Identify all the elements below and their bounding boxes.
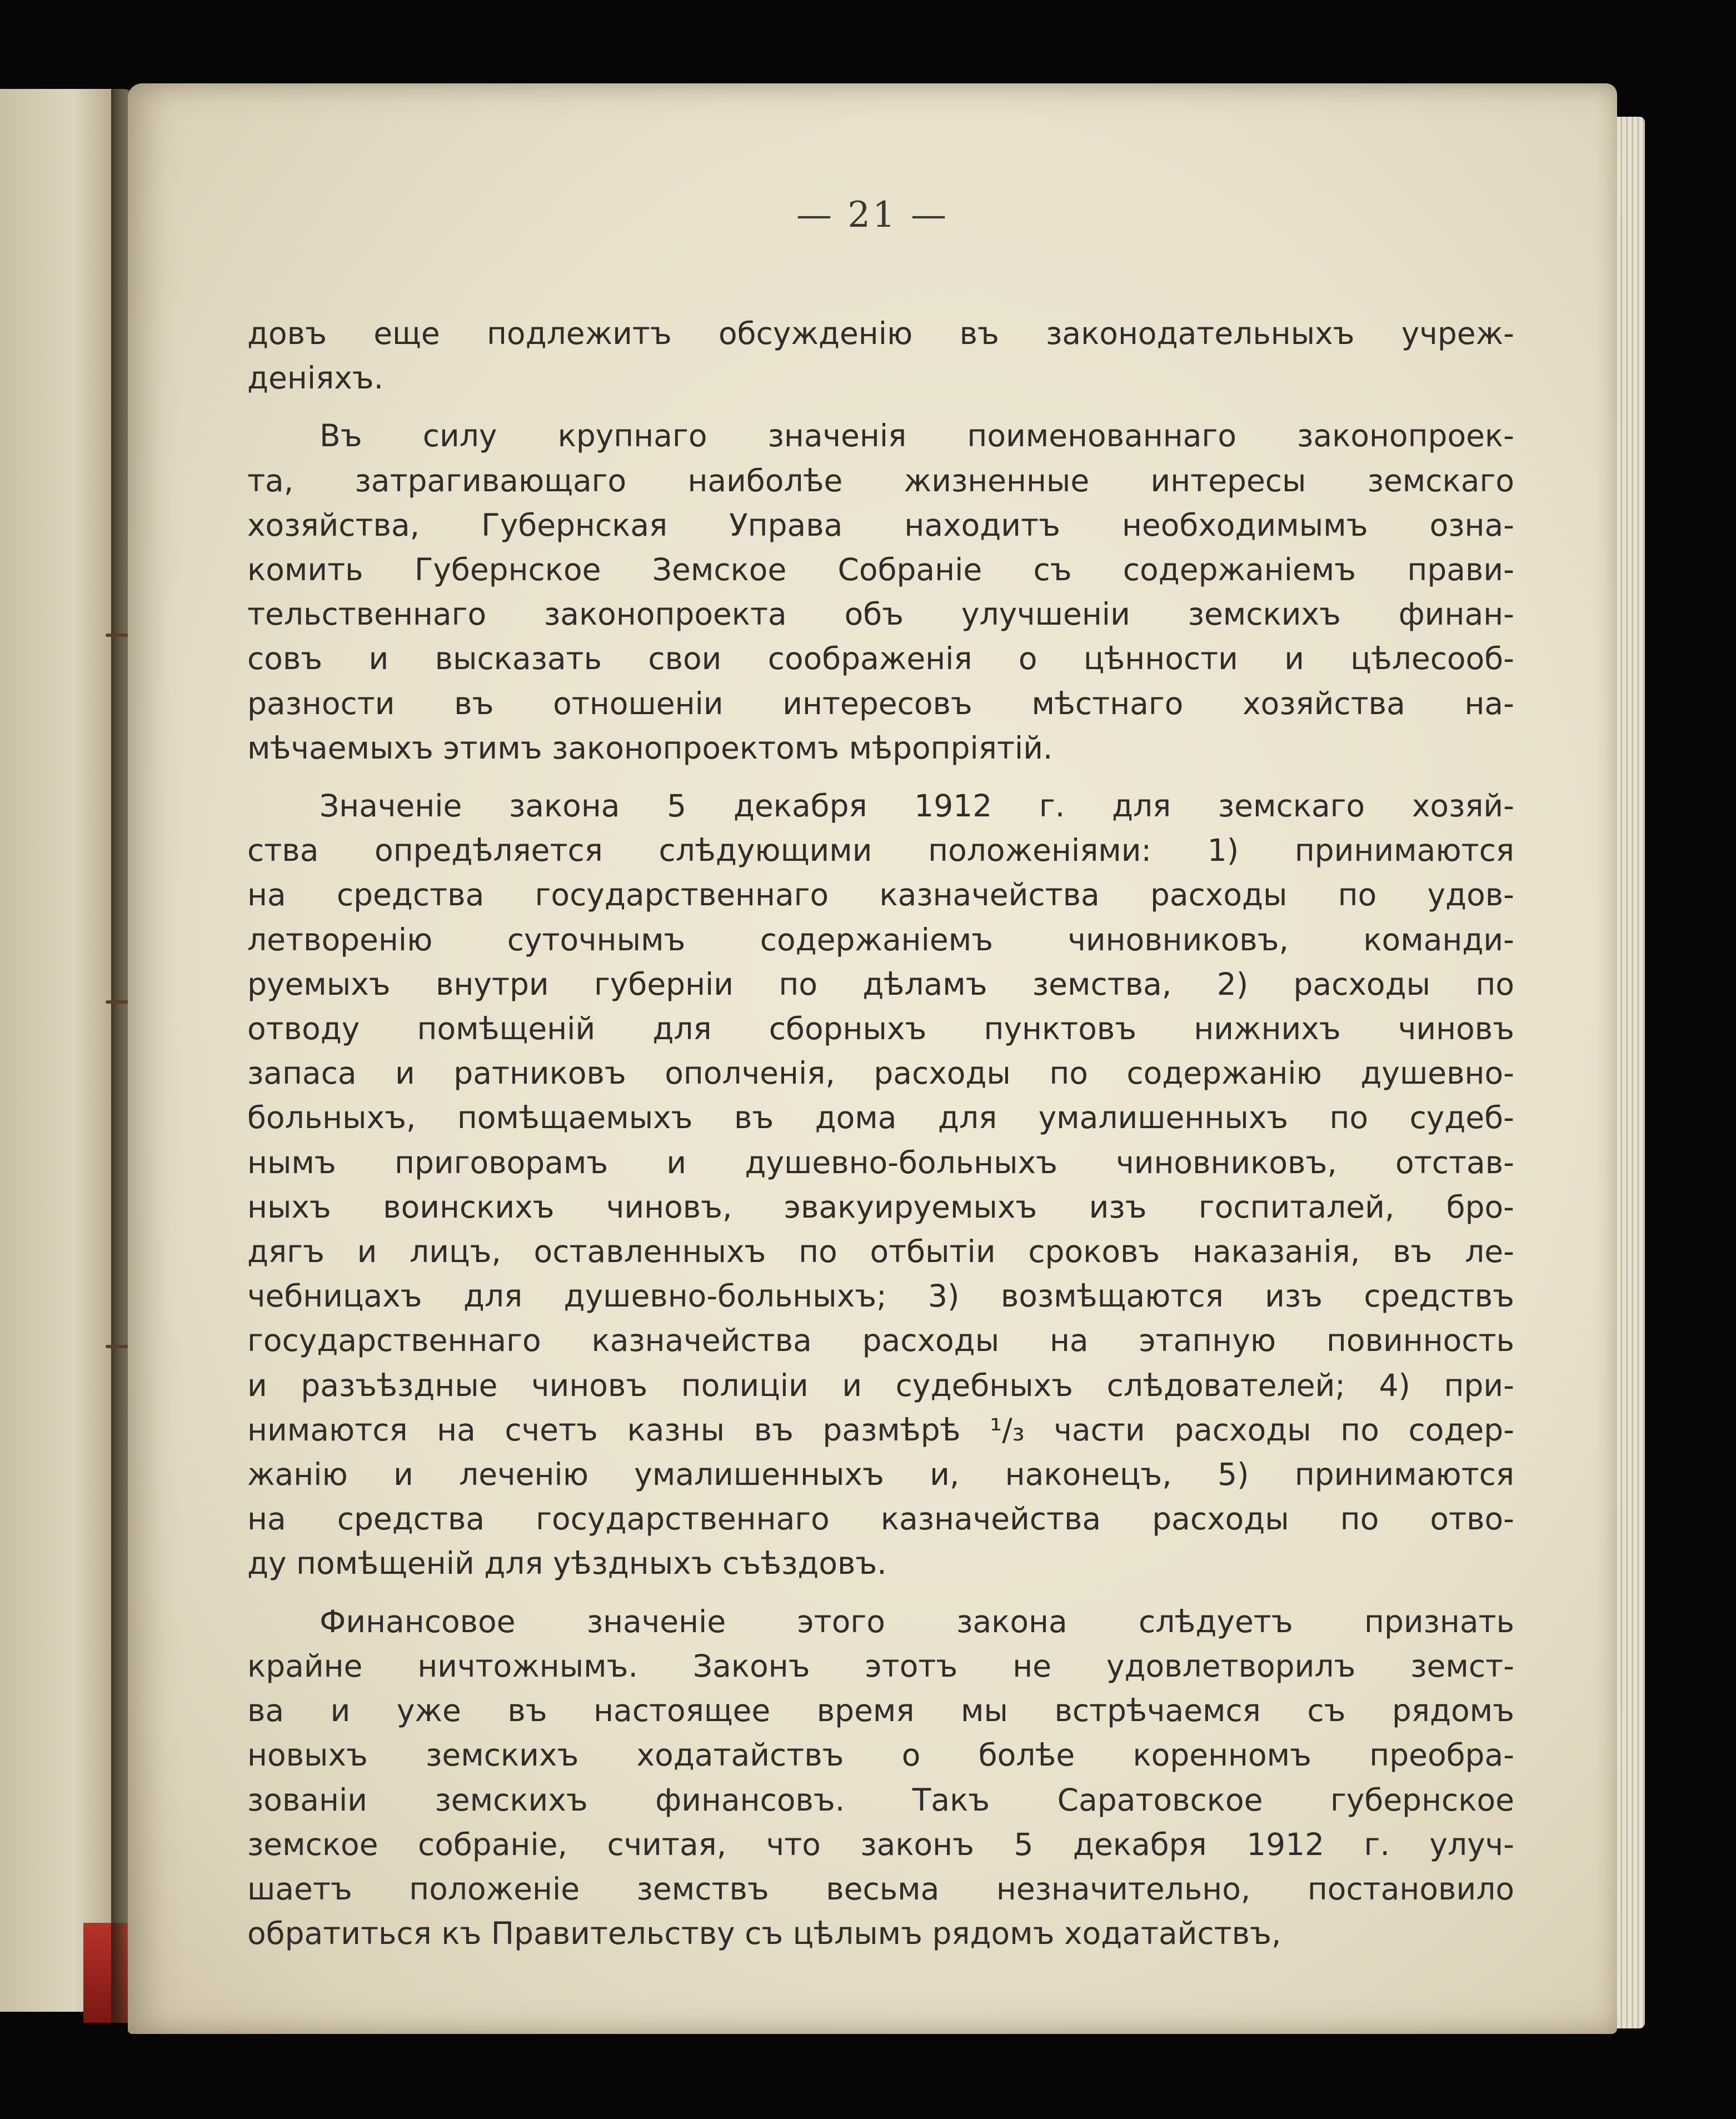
text-line: ства опредѣляется слѣдующими положеніями: 1) принимаются	[247, 832, 1514, 869]
body-text	[247, 311, 1514, 1956]
text-line	[247, 1599, 1514, 1644]
text-line: ныхъ воинскихъ чиновъ, эвакуируемыхъ изъ госпиталей, бро-	[247, 1189, 1514, 1225]
paragraph	[247, 1599, 1514, 1956]
text-line	[247, 784, 1514, 828]
text-line: отводу помѣщеній для сборныхъ пунктовъ нижнихъ чиновъ	[247, 1011, 1514, 1047]
text-line: государственнаго казначейства расходы на этапную повинность	[247, 1323, 1514, 1359]
text-line: нимаются на счетъ казны въ размѣрѣ ¹/₃ части расходы по содер-	[247, 1412, 1514, 1448]
book-page	[128, 83, 1617, 2034]
text-line: больныхъ, помѣщаемыхъ въ дома для умалишенныхъ по судеб-	[247, 1100, 1514, 1136]
text-line: и разъѣздные чиновъ полиціи и судебныхъ слѣдователей; 4) при-	[247, 1367, 1514, 1403]
text-line: тельственнаго законопроекта объ улучшеніи земскихъ финан-	[247, 596, 1514, 632]
text-line: комить Губернское Земское Собраніе съ содержаніемъ прави-	[247, 552, 1514, 588]
text-line: ду помѣщеній для уѣздныхъ съѣздовъ.	[247, 1545, 887, 1582]
text-line-content: Въ силу крупнаго значенія поименованнаго законопроек-	[320, 418, 1514, 454]
text-line-content: Значеніе закона 5 декабря 1912 г. для земскаго хозяй-	[320, 788, 1514, 824]
text-line: ва и уже въ настоящее время мы встрѣчаемся съ рядомъ	[247, 1693, 1514, 1729]
text-line: зованіи земскихъ финансовъ. Такъ Саратовское губернское	[247, 1782, 1514, 1818]
text-line: летворенію суточнымъ содержаніемъ чиновниковъ, команди-	[247, 921, 1514, 958]
text-line: та, затрагивающаго наиболѣе жизненные интересы земскаго	[247, 462, 1514, 498]
text-line: крайне ничтожнымъ. Законъ этотъ не удовлетворилъ земст-	[247, 1648, 1514, 1684]
page-number: — 21 —	[796, 195, 949, 236]
paragraph	[247, 311, 1514, 400]
text-line: на средства государственнаго казначейства расходы по отво-	[247, 1501, 1514, 1537]
paragraph	[247, 784, 1514, 1586]
text-line: руемыхъ внутри губерніи по дѣламъ земства, 2) расходы по	[247, 966, 1514, 1002]
text-line: хозяйства, Губернская Управа находитъ необходимымъ озна-	[247, 507, 1514, 543]
text-line: мѣчаемыхъ этимъ законопроектомъ мѣропріятій.	[247, 730, 1053, 766]
text-line: деніяхъ.	[247, 360, 384, 396]
text-line: совъ и высказать свои соображенія о цѣнности и цѣлесооб-	[247, 641, 1514, 677]
text-line: разности въ отношеніи интересовъ мѣстнаго хозяйства на-	[247, 685, 1514, 721]
text-line: жанію и леченію умалишенныхъ и, наконецъ, 5) принимаются	[247, 1457, 1514, 1493]
text-line: на средства государственнаго казначейства расходы по удов-	[247, 877, 1514, 913]
text-line: шаетъ положеніе земствъ весьма незначительно, постановило	[247, 1871, 1514, 1907]
text-line: обратиться къ Правительству съ цѣлымъ рядомъ ходатайствъ,	[247, 1916, 1281, 1952]
text-line: чебницахъ для душевно-больныхъ; 3) возмѣщаются изъ средствъ	[247, 1278, 1514, 1314]
text-line: новыхъ земскихъ ходатайствъ о болѣе коренномъ преобра-	[247, 1737, 1514, 1773]
text-line	[247, 413, 1514, 458]
paragraph	[247, 413, 1514, 770]
text-line: довъ еще подлежитъ обсужденію въ законодательныхъ учреж-	[247, 316, 1514, 351]
text-line: нымъ приговорамъ и душевно-больныхъ чиновниковъ, отстав-	[247, 1144, 1514, 1180]
text-line: земское собраніе, считая, что законъ 5 декабря 1912 г. улуч-	[247, 1826, 1514, 1862]
text-line: дягъ и лицъ, оставленныхъ по отбытіи сроковъ наказанія, въ ле-	[247, 1234, 1514, 1270]
text-line: запаса и ратниковъ ополченія, расходы по содержанію душевно-	[247, 1055, 1514, 1091]
text-line-content: Финансовое значеніе этого закона слѣдуетъ признать	[320, 1603, 1514, 1639]
